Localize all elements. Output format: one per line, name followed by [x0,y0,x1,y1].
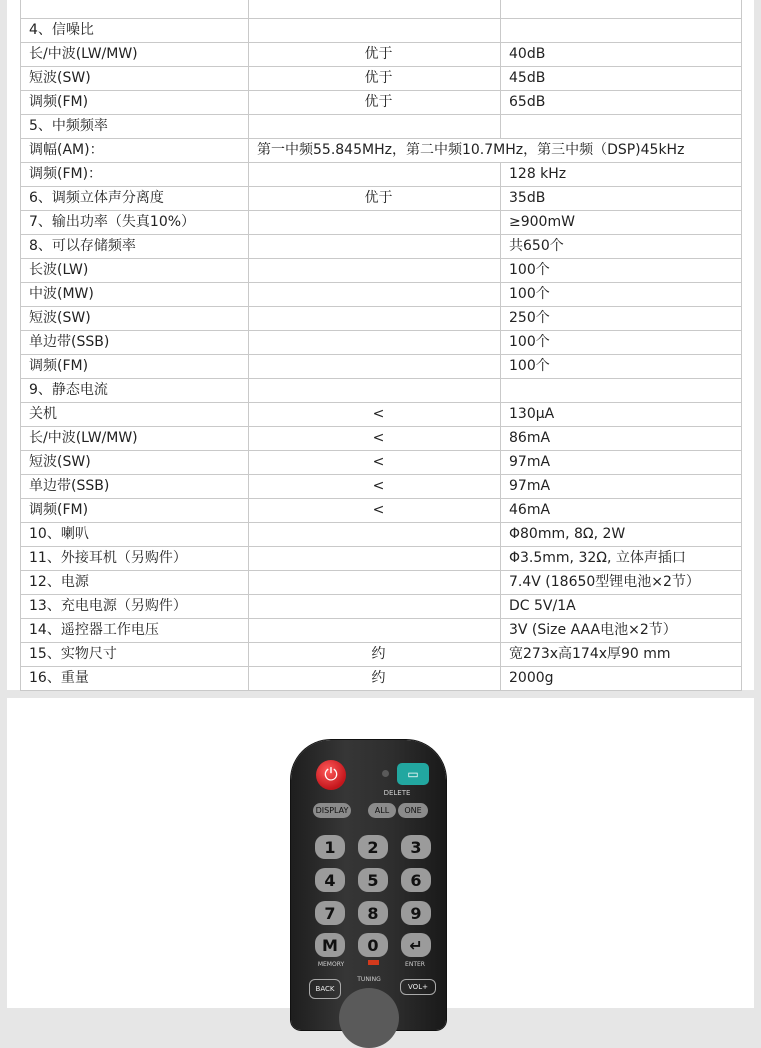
spec-qualifier [249,283,501,307]
spec-row [21,187,742,211]
spec-qualifier [249,523,501,547]
spec-value: Φ80mm, 8Ω, 2W [501,523,742,547]
spec-name: 长波(LW) [21,259,249,283]
spec-name: 8、可以存储频率 [21,235,249,259]
spec-row [21,139,742,163]
vol-up-key: VOL+ [400,979,436,995]
spec-name: 关机 [21,403,249,427]
spec-value [501,0,742,19]
spec-name: 单边带(SSB) [21,475,249,499]
spec-name: 短波(SW) [21,307,249,331]
key-7: 7 [315,901,345,925]
spec-row [21,163,742,187]
spec-value: 宽273x高174x厚90 mm [501,643,742,667]
spec-value: 7.4V (18650型锂电池×2节） [501,571,742,595]
spec-value [501,19,742,43]
spec-name: 调频(FM) [21,499,249,523]
key-9: 9 [401,901,431,925]
key-memory: M [315,933,345,957]
back-key: BACK [309,979,341,999]
spec-name: 6、调频立体声分离度 [21,187,249,211]
spec-value: 共650个 [501,235,742,259]
spec-row [21,115,742,139]
spec-value: 45dB [501,67,742,91]
spec-name: 调频(FM) [21,355,249,379]
spec-name: 5、中频频率 [21,115,249,139]
spec-qualifier [249,235,501,259]
spec-value: ≥900mW [501,211,742,235]
spec-row [21,667,742,691]
spec-name: 调频(FM) [21,91,249,115]
spec-row [21,451,742,475]
spec-value: 35dB [501,187,742,211]
spec-value: 97mA [501,475,742,499]
spec-row [21,0,742,19]
spec-qualifier: 优于 [249,43,501,67]
spec-qualifier [249,571,501,595]
spec-qualifier: < [249,499,501,523]
spec-name: 9、静态电流 [21,379,249,403]
spec-qualifier [249,259,501,283]
spec-qualifier: 约 [249,643,501,667]
spec-qualifier [249,19,501,43]
spec-row [21,67,742,91]
spec-name: 长/中波(LW/MW) [21,427,249,451]
tuning-label: TUNING [357,976,381,983]
spec-value: 3V (Size AAA电池×2节） [501,619,742,643]
spec-row [21,427,742,451]
spec-panel [7,0,754,690]
key-8: 8 [358,901,388,925]
spec-row [21,235,742,259]
spec-value [501,379,742,403]
spec-qualifier [249,115,501,139]
spec-qualifier [249,355,501,379]
spec-qualifier: < [249,475,501,499]
spec-qualifier: < [249,403,501,427]
spec-row [21,475,742,499]
spec-value: 40dB [501,43,742,67]
spec-name: 11、外接耳机（另购件） [21,547,249,571]
spec-row [21,19,742,43]
one-key: ONE [398,803,428,818]
spec-row [21,43,742,67]
spec-qualifier: < [249,427,501,451]
spec-qualifier: 约 [249,667,501,691]
spec-value: 100个 [501,355,742,379]
remote-control-image [291,740,446,1030]
spec-value: DC 5V/1A [501,595,742,619]
spec-value: 130μA [501,403,742,427]
tuning-dial [339,988,399,1048]
red-indicator [368,960,379,965]
spec-value: 100个 [501,283,742,307]
key-4: 4 [315,868,345,892]
spec-row [21,91,742,115]
spec-qualifier [249,619,501,643]
spec-row [21,283,742,307]
standby-button-icon: ▭ [397,763,429,785]
key-3: 3 [401,835,431,859]
key-6: 6 [401,868,431,892]
spec-qualifier [249,331,501,355]
spec-value: 65dB [501,91,742,115]
spec-qualifier [249,379,501,403]
spec-name: 短波(SW) [21,67,249,91]
spec-row [21,643,742,667]
spec-name: 调幅(AM)： [21,139,249,163]
spec-qualifier [249,211,501,235]
spec-name: 15、实物尺寸 [21,643,249,667]
spec-value [501,115,742,139]
spec-name: 13、充电电源（另购件） [21,595,249,619]
spec-row [21,331,742,355]
indicator-led [382,770,389,777]
spec-row [21,619,742,643]
spec-qualifier [249,547,501,571]
spec-qualifier [249,307,501,331]
spec-value: 86mA [501,427,742,451]
spec-row [21,259,742,283]
enter-key-icon: ↵ [401,933,431,957]
enter-label: ENTER [405,961,425,968]
delete-label: DELETE [383,789,411,797]
spec-value: 46mA [501,499,742,523]
spec-qualifier: 优于 [249,67,501,91]
spec-row [21,571,742,595]
spec-row [21,307,742,331]
spec-qualifier: 优于 [249,91,501,115]
spec-row [21,379,742,403]
memory-label: MEMORY [317,961,345,968]
key-2: 2 [358,835,388,859]
spec-qualifier: < [249,451,501,475]
spec-value: 97mA [501,451,742,475]
spec-value: 250个 [501,307,742,331]
spec-value: Φ3.5mm, 32Ω, 立体声插口 [501,547,742,571]
key-1: 1 [315,835,345,859]
spec-table [20,0,742,691]
spec-row [21,523,742,547]
spec-qualifier: 优于 [249,187,501,211]
spec-value: 100个 [501,331,742,355]
spec-qualifier [249,163,501,187]
spec-name: 调频(FM)： [21,163,249,187]
spec-row [21,499,742,523]
spec-qualifier [249,0,501,19]
spec-span-value: 第一中频55.845MHz，第二中频10.7MHz，第三中频（DSP)45kHz [249,139,742,163]
key-5: 5 [358,868,388,892]
all-key: ALL [368,803,396,818]
spec-row [21,355,742,379]
spec-name: 短波(SW) [21,451,249,475]
spec-name: 10、喇叭 [21,523,249,547]
key-0: 0 [358,933,388,957]
spec-row [21,595,742,619]
display-key: DISPLAY [313,803,351,818]
spec-name: 4、信噪比 [21,19,249,43]
spec-value: 128 kHz [501,163,742,187]
spec-name: 7、输出功率（失真10%） [21,211,249,235]
spec-name: 中波(MW) [21,283,249,307]
spec-qualifier [249,595,501,619]
spec-name: 14、遥控器工作电压 [21,619,249,643]
spec-name [21,0,249,19]
spec-name: 单边带(SSB) [21,331,249,355]
spec-name: 12、电源 [21,571,249,595]
spec-value: 100个 [501,259,742,283]
spec-name: 16、重量 [21,667,249,691]
power-button-icon: ⏻ [316,760,346,790]
spec-row [21,403,742,427]
spec-value: 2000g [501,667,742,691]
spec-row [21,211,742,235]
spec-row [21,547,742,571]
spec-name: 长/中波(LW/MW) [21,43,249,67]
